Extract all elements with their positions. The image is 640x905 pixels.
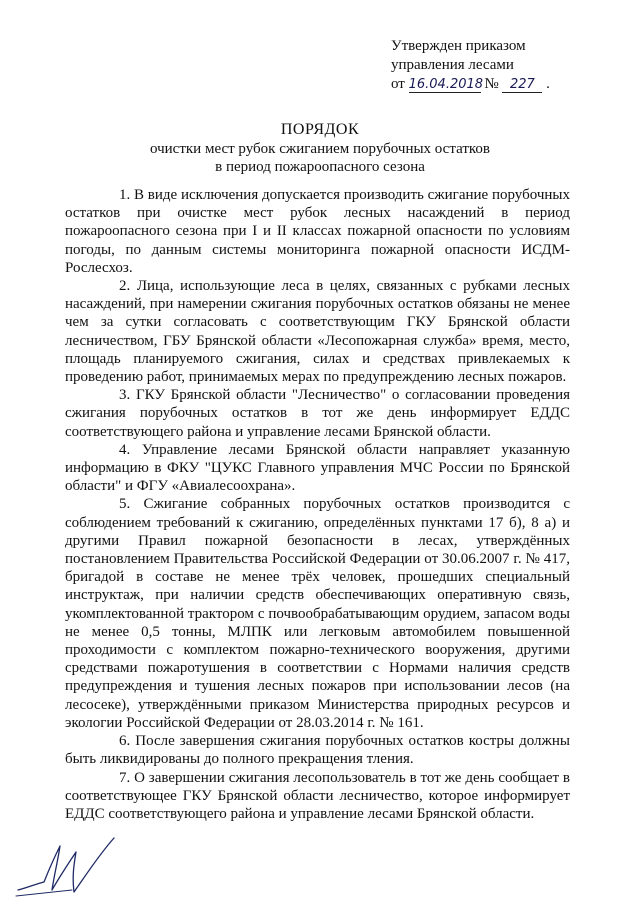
approval-line-1: Утвержден приказом xyxy=(391,38,526,54)
paragraph-3: 3. ГКУ Брянской области "Лесничество" о согласовании проведения сжигания порубочных остатков в тот же день информирует ЕДДС соответствующего района и управление лесами Брянской области. xyxy=(65,387,570,440)
document-subtitle-line-1: очистки мест рубок сжиганием порубочных остатков xyxy=(149,141,490,157)
approval-date-line xyxy=(391,75,621,94)
approval-line-2: управления лесами xyxy=(391,57,514,73)
paragraph-1: 1. В виде исключения допускается производить сжигание порубочных остатков при очистке мест рубок лесных насаждений в период пожароопасного сезона при I и II классах пожарной опасности по условиям погоды, по данным системы мониторинга пожарной опасности ИСДМ-Рослесхоз. xyxy=(65,187,570,276)
approval-number: 227 xyxy=(502,78,542,93)
document-title: ПОРЯДОК xyxy=(280,121,360,138)
handwritten-signature xyxy=(14,832,124,902)
approval-stamp xyxy=(391,37,621,94)
paragraph-5: 5. Сжигание собранных порубочных остатков производится с соблюдением требований к сжиганию, определённых пунктами 17 б), 8 а) и другими Правил пожарной безопасности в лесах, утверждённых постановлением Правительства Российской Федерации от 30.06.2007 г. № 417, бригадой в составе не менее трёх человек, прошедших специальный инструктаж, при наличии средств обеспечивающих оперативную связь, укомплектованной трактором с почвообрабатывающим орудием, запасом воды не менее 0,5 тонны, МЛПК или легковым автомобилем повышенной проходимости с комплектом пожарно-технического вооружения, другими средствами пожаротушения в соответствии с Нормами наличия средств предупреждения и тушения лесных пожаров при использовании лесов (на лесосеке), утверждёнными приказом Министерства природных ресурсов и экологии Российской Федерации от 28.03.2014 г. № 161. xyxy=(65,496,570,731)
approval-date: 16.04.2018 xyxy=(408,77,484,92)
paragraph-6: 6. После завершения сжигания порубочных остатков костры должны быть ликвидированы до полного прекращения тления. xyxy=(65,733,570,768)
document-body xyxy=(65,186,570,823)
approval-from-label: от xyxy=(391,76,405,92)
document-subtitle-line-2: в период пожароопасного сезона xyxy=(215,159,425,175)
paragraph-7: 7. О завершении сжигания лесопользователь в тот же день сообщает в соответствующее ГКУ Брянской области лесничество, которое информирует ЕДДС соответствующего района и управление лесами Брянской области. xyxy=(65,769,570,822)
title-block xyxy=(0,120,640,176)
paragraph-2: 2. Лица, использующие леса в целях, связанных с рубками лесных насаждений, при намерении сжигания порубочных остатков обязаны не менее чем за сутки согласовать с соответствующим ГКУ Брянской области лесничеством, ГБУ Брянской области «Лесопожарная служба» время, место, площадь планируемого сжигания, силах и средствах привлекаемых к проведению работ, принимаемых мерах по предупреждению лесных пожаров. xyxy=(65,278,570,386)
paragraph-4: 4. Управление лесами Брянской области направляет указанную информацию в ФКУ "ЦУКС Главного управления МЧС России по Брянской области" и ФГУ «Авиалесоохрана». xyxy=(65,441,570,495)
approval-number-label: № xyxy=(484,76,499,92)
approval-end-mark: . xyxy=(546,76,550,92)
